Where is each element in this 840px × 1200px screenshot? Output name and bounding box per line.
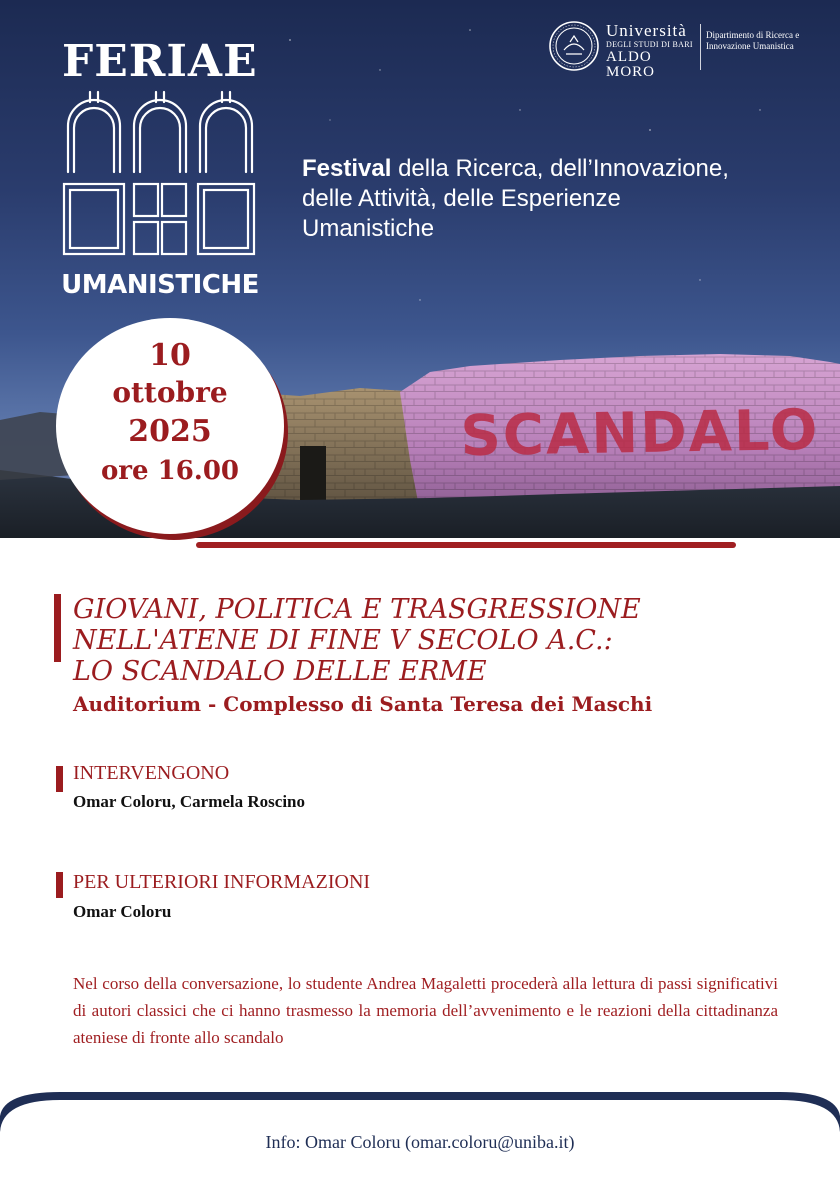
festival-tagline xyxy=(302,154,822,244)
department-name: Dipartimento di Ricerca e Innovazione Umanistica xyxy=(706,30,800,51)
event-venue: Auditorium - Complesso di Santa Teresa dei Maschi xyxy=(73,692,653,716)
logo-subtitle: UMANISTICHE xyxy=(61,270,259,300)
university-name: Università xyxy=(606,21,687,40)
contacts-name: Omar Coloru xyxy=(73,902,172,921)
festival-line1: della Ricerca, dell’Innovazione, xyxy=(398,155,729,182)
accent-divider xyxy=(196,542,736,548)
festival-line2: delle Attività, delle Esperienze xyxy=(302,185,621,212)
university-subname: DEGLI STUDI DI BARI xyxy=(606,40,693,49)
date-time: ore 16.00 xyxy=(100,456,240,486)
event-title xyxy=(73,594,813,687)
title-accent-bar xyxy=(54,594,61,662)
doorway xyxy=(300,446,326,502)
university-seal-icon xyxy=(548,20,600,72)
festival-lead: Festival xyxy=(302,155,392,182)
logo-title: FERIAE xyxy=(62,36,258,87)
date-badge xyxy=(56,318,284,534)
date-day: 10 xyxy=(149,338,191,373)
speakers-heading: INTERVENGONO xyxy=(73,762,230,784)
festival-line3: Umanistiche xyxy=(302,215,435,242)
event-title-line: GIOVANI, POLITICA E TRASGRESSIONE xyxy=(73,594,641,625)
footer xyxy=(0,1092,840,1200)
contacts-accent-bar xyxy=(56,872,63,898)
logo-arches-icon xyxy=(60,88,260,260)
date-year: 2025 xyxy=(128,414,212,449)
university-aldo-moro: ALDO MORO xyxy=(606,49,656,80)
graffiti-text: SCANDALO xyxy=(459,397,820,470)
contacts-heading: PER ULTERIORI INFORMAZIONI xyxy=(73,871,371,893)
speakers-names: Omar Coloru, Carmela Roscino xyxy=(73,792,305,811)
event-description: Nel corso della conversazione, lo studente Andrea Magaletti procederà alla lettura di passi significativi di autori classici che ci hanno trasmesso la memoria dell’avvenimento e le reazioni della cittadinanza ateniese di fronte allo scandalo xyxy=(73,974,778,1047)
logo-divider xyxy=(700,24,701,70)
speakers-accent-bar xyxy=(56,766,63,792)
event-title-line: LO SCANDALO DELLE ERME xyxy=(73,656,487,687)
footer-info: Info: Omar Coloru (omar.coloru@uniba.it) xyxy=(265,1132,575,1152)
date-month: ottobre xyxy=(112,376,228,409)
event-title-line: NELL'ATENE DI FINE V SECOLO A.C.: xyxy=(73,625,613,656)
